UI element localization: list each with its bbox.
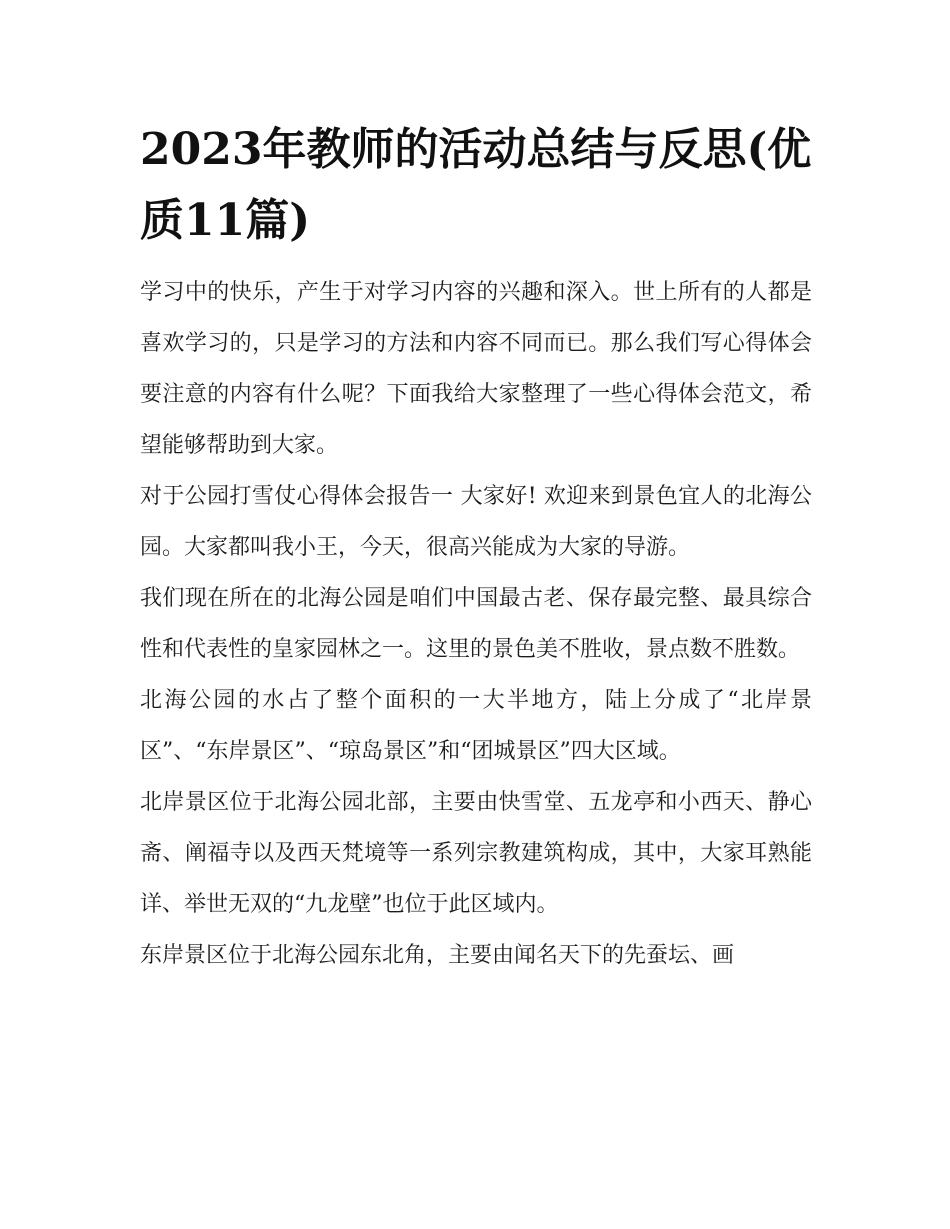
document-body <box>140 267 812 981</box>
paragraph: 我们现在所在的北海公园是咱们中国最古老、保存最完整、最具综合性和代表性的皇家园林之一。这里的景色美不胜收，景点数不胜数。 <box>140 586 812 662</box>
paragraph: 对于公园打雪仗心得体会报告一 大家好! 欢迎来到景色宜人的北海公园。大家都叫我小王，今天，很高兴能成为大家的导游。 <box>140 484 812 560</box>
paragraph: 北海公园的水占了整个面积的一大半地方，陆上分成了“北岸景区”、“东岸景区”、“琼岛景区”和“团城景区”四大区域。 <box>140 688 812 764</box>
document-page <box>140 114 812 981</box>
paragraph: 东岸景区位于北海公园东北角，主要由闻名天下的先蚕坛、画 <box>140 943 735 968</box>
paragraph: 学习中的快乐，产生于对学习内容的兴趣和深入。世上所有的人都是喜欢学习的，只是学习的方法和内容不同而已。那么我们写心得体会要注意的内容有什么呢？下面我给大家整理了一些心得体会范文，希望能够帮助到大家。 <box>140 280 812 458</box>
paragraph: 北岸景区位于北海公园北部，主要由快雪堂、五龙亭和小西天、静心斋、阐福寺以及西天梵境等一系列宗教建筑构成，其中，大家耳熟能详、举世无双的“九龙壁”也位于此区域内。 <box>140 790 812 917</box>
document-title: 2023年教师的活动总结与反思(优质11篇) <box>140 124 812 246</box>
